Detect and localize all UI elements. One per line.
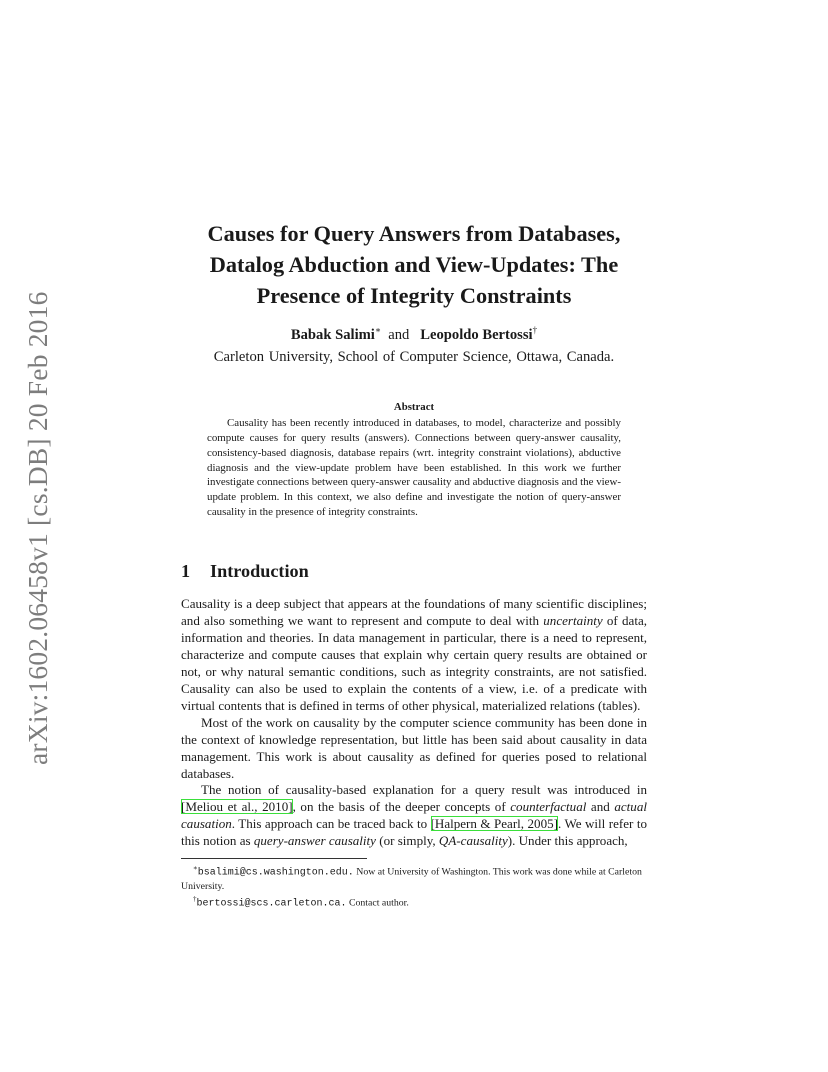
title-line-3: Presence of Integrity Constraints	[256, 283, 572, 308]
p3-text-d: . This approach can be traced back to	[231, 816, 431, 832]
footnote-2	[181, 893, 647, 911]
footnotes	[181, 862, 647, 911]
p1-text-b: of data, information and theories. In data management in particular, there is a need to represent, characterize and compute causes that explain why certain query results are obtained or not, or why natural semantic conditions, such as integrity constraints, are not satisfied. Causality can also be used to explain the contents of a view, i.e. of a predicate with virtual contents that is defined in terms of other physical, materialized relations (tables).	[181, 612, 647, 713]
footnote-2-text: Contact author.	[346, 897, 409, 909]
p3-emphasis-3: query-answer causality	[253, 833, 376, 849]
footnote-1-text: Now at University of Washington. This work was done while at Carleton University.	[181, 866, 642, 892]
paper-title	[150, 218, 678, 311]
author-1-footnote-mark: ∗	[374, 325, 381, 335]
title-line-1: Causes for Query Answers from Databases,	[207, 221, 621, 246]
footnote-2-mark: †	[193, 895, 197, 904]
section-number: 1	[181, 561, 191, 581]
p3-emphasis-1: counterfactual	[510, 799, 587, 815]
section-heading	[181, 559, 309, 583]
p3-emphasis-4: QA-causality	[438, 833, 508, 849]
arxiv-identifier: arXiv:1602.06458v1 [cs.DB] 20 Feb 2016	[22, 291, 53, 765]
p3-text-e: . We will refer to this notion as	[181, 816, 647, 849]
author-names	[180, 319, 648, 346]
abstract-text: Causality has been recently introduced in databases, to model, characterize and possibly compute causes for query results (answers). Connections between query-answer causality, consistency-based diagnosis, database repairs (wrt. integrity constraint violations), abductive diagnosis and the view-update problem have been established. In this work we further investigate connections between query-answer causality and abductive diagnosis and the view-update problem. In this context, we also define and investigate the notion of query-answer causality in the presence of integrity constraints.	[207, 417, 621, 519]
author-conjunction: and	[388, 326, 410, 343]
p3-text-b: , on the basis of the deeper concepts of	[292, 799, 511, 815]
p3-text-f: (or simply,	[375, 833, 439, 849]
p3-emphasis-2: actual causation	[181, 799, 647, 832]
footnote-2-email[interactable]: bertossi@scs.carleton.ca.	[196, 898, 347, 910]
p1-emphasis: uncertainty	[543, 612, 603, 628]
p3-text-g: ). Under this approach,	[507, 833, 628, 849]
footnote-rule	[181, 858, 367, 859]
p3-text-a: The notion of causality-based explanation for a query result was introduced in	[201, 782, 647, 798]
author-block	[180, 319, 648, 368]
body-text	[181, 596, 647, 850]
p1-text-a: Causality is a deep subject that appears at the foundations of many scientific disciplines; and also something we want to represent and compute to deal with	[181, 596, 647, 628]
affiliation: Carleton University, School of Computer Science, Ottawa, Canada.	[213, 348, 615, 365]
footnote-1-mark: ∗	[193, 864, 198, 872]
p3-text-c: and	[586, 799, 615, 815]
author-1: Babak Salimi	[290, 326, 375, 343]
paragraph-2: Most of the work on causality by the computer science community has been done in the context of knowledge representation, but little has been said about causality in data management. This work is about causality as defined for queries posed to relational databases.	[181, 714, 647, 781]
footnote-1	[181, 862, 647, 893]
paragraph-1	[181, 596, 647, 715]
author-2: Leopoldo Bertossi	[420, 326, 533, 343]
abstract-heading: Abstract	[393, 401, 435, 413]
author-2-footnote-mark: †	[532, 325, 538, 335]
title-line-2: Datalog Abduction and View-Updates: The	[209, 252, 619, 277]
footnote-1-email[interactable]: bsalimi@cs.washington.edu.	[197, 867, 354, 879]
paragraph-3	[181, 782, 647, 850]
citation-meliou-2010[interactable]: [Meliou et al., 2010]	[181, 799, 293, 815]
citation-halpern-pearl-2005[interactable]: [Halpern & Pearl, 2005]	[430, 816, 558, 832]
section-title: Introduction	[210, 561, 309, 581]
